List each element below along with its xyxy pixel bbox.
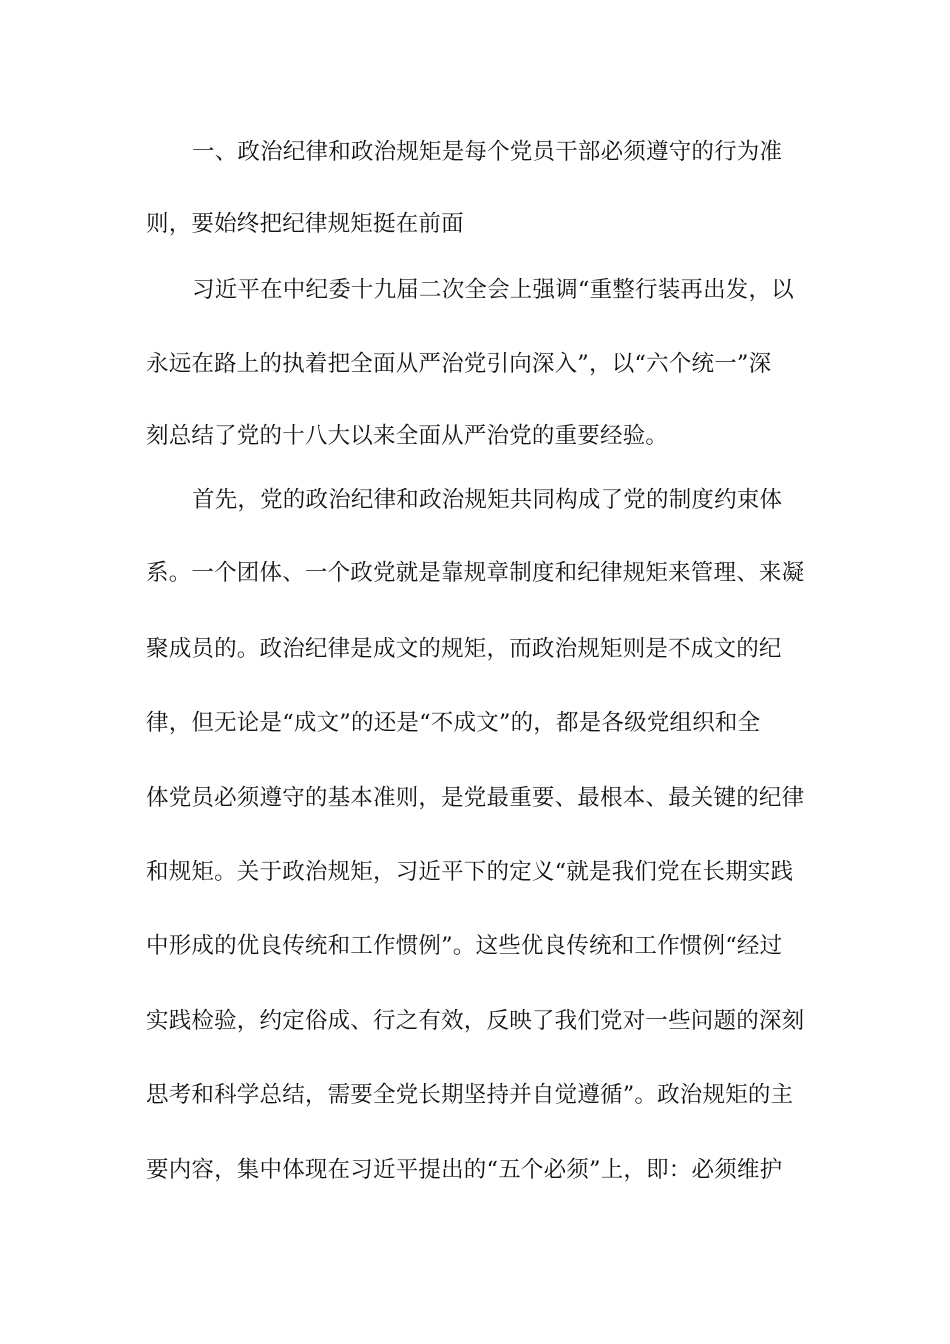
paragraph-2-line-2: 系。一个团体、一个政党就是靠规章制度和纪律规矩来管理、来凝 bbox=[146, 560, 805, 586]
paragraph-2-line-8: 实践检验，约定俗成、行之有效，反映了我们党对一些问题的深刻 bbox=[146, 1008, 805, 1034]
paragraph-2-line-3: 聚成员的。政治纪律是成文的规矩，而政治规矩则是不成文的纪 bbox=[146, 636, 782, 662]
paragraph-1-line-3: 刻总结了党的十八大以来全面从严治党的重要经验。 bbox=[146, 423, 669, 449]
section-heading-line-2: 则，要始终把纪律规矩挺在前面 bbox=[146, 211, 464, 237]
paragraph-2-line-5: 体党员必须遵守的基本准则，是党最重要、最根本、最关键的纪律 bbox=[146, 785, 805, 811]
paragraph-2-line-9: 思考和科学总结，需要全党长期坚持并自觉遵循”。政治规矩的主 bbox=[146, 1082, 794, 1108]
section-heading-line-1: 一、政治纪律和政治规矩是每个党员干部必须遵守的行为准 bbox=[192, 139, 783, 165]
paragraph-2-line-4: 律，但无论是“成文”的还是“不成文”的，都是各级党组织和全 bbox=[146, 710, 761, 736]
paragraph-2-line-7: 中形成的优良传统和工作惯例”。这些优良传统和工作惯例“经过 bbox=[146, 933, 783, 959]
paragraph-2-line-10: 要内容，集中体现在习近平提出的“五个必须”上，即：必须维护 bbox=[146, 1157, 783, 1183]
paragraph-1-line-1: 习近平在中纪委十九届二次全会上强调“重整行装再出发，以 bbox=[192, 277, 794, 303]
paragraph-2-line-6: 和规矩。关于政治规矩，习近平下的定义“就是我们党在长期实践 bbox=[146, 859, 794, 885]
paragraph-2-line-1: 首先，党的政治纪律和政治规矩共同构成了党的制度约束体 bbox=[192, 487, 783, 513]
paragraph-1-line-2: 永远在路上的执着把全面从严治党引向深入”，以“六个统一”深 bbox=[146, 351, 772, 377]
